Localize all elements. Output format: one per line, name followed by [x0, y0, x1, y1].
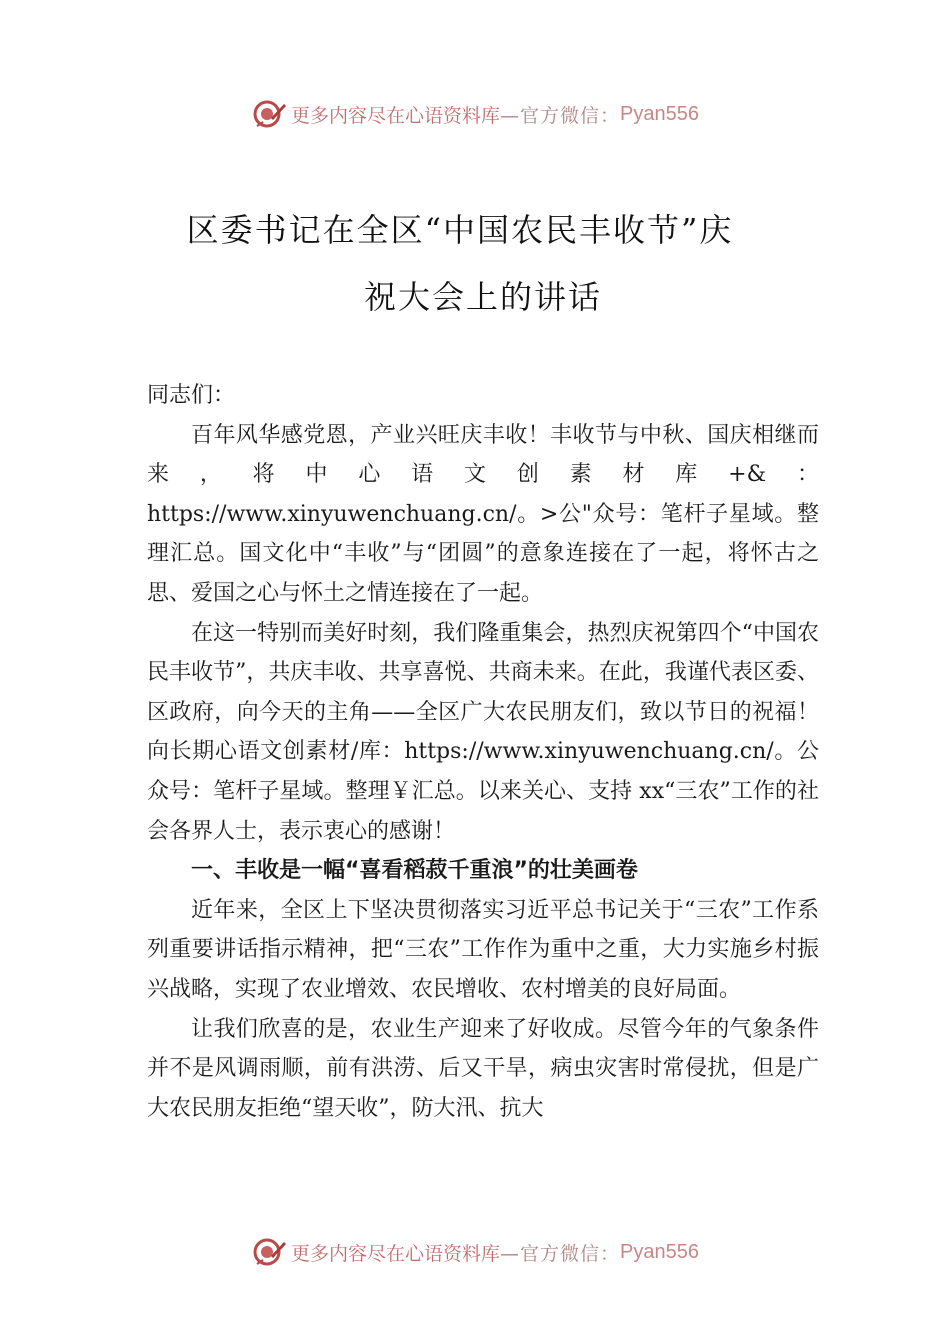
watermark-footer	[0, 1234, 950, 1270]
watermark-handle: Pyan556	[620, 1240, 699, 1263]
salutation: 同志们：	[147, 383, 236, 408]
watermark-handle: Pyan556	[620, 102, 699, 125]
paragraph: 近年来，全区上下坚决贯彻落实习近平总书记关于“三农”工作系列重要讲话指示精神，把“三农”工作作为重中之重，大力实施乡村振兴战略，实现了农业增效、农民增收、农村增美的良好局面。	[147, 897, 819, 1002]
watermark-text: 更多内容尽在心语资料库	[291, 1242, 501, 1265]
page-title-line-1: 区委书记在全区“中国农民丰收节”庆	[186, 211, 734, 249]
section-heading: 一、丰收是一幅“喜看稻菽千重浪”的壮美画卷	[191, 858, 638, 884]
watermark-header	[0, 96, 950, 132]
pen-logo-icon	[251, 1234, 287, 1270]
paragraph: 在这一特别而美好时刻，我们隆重集会，热烈庆祝第四个“中国农民丰收节”，共庆丰收、共享喜悦、共商未来。在此，我谨代表区委、区政府，向今天的主角——全区广大农民朋友们，致以节日的祝福！向长期心语文创素材/库：https://www.xinyuwenchuang.cn/。公众号：笔杆子星域。整理￥汇总。以来关心、支持 xx“三农”工作的社会各界人士，表示衷心的感谢！	[147, 620, 819, 844]
paragraph: 让我们欣喜的是，农业生产迎来了好收成。尽管今年的气象条件并不是风调雨顺，前有洪涝、后又干旱，病虫灾害时常侵扰，但是广大农民朋友拒绝“望天收”，防大汛、抗大	[147, 1016, 819, 1121]
pen-logo-icon	[251, 96, 287, 132]
page-title-line-2: 祝大会上的讲话	[363, 278, 602, 316]
watermark-contact: —官方微信：	[500, 1242, 621, 1265]
watermark-contact: —官方微信：	[500, 104, 621, 127]
watermark-text: 更多内容尽在心语资料库	[291, 104, 501, 127]
paragraph: 百年风华感党恩，产业兴旺庆丰收！丰收节与中秋、国庆相继而来，将中心语文创素材库+&：https://www.xinyuwenchuang.cn/。>公"众号：笔杆子星域。整理汇总。国文化中“丰收”与“团圆”的意象连接在了一起，将怀古之思、爱国之心与怀土之情连接在了一起。	[147, 422, 819, 606]
document-body	[147, 376, 819, 1128]
